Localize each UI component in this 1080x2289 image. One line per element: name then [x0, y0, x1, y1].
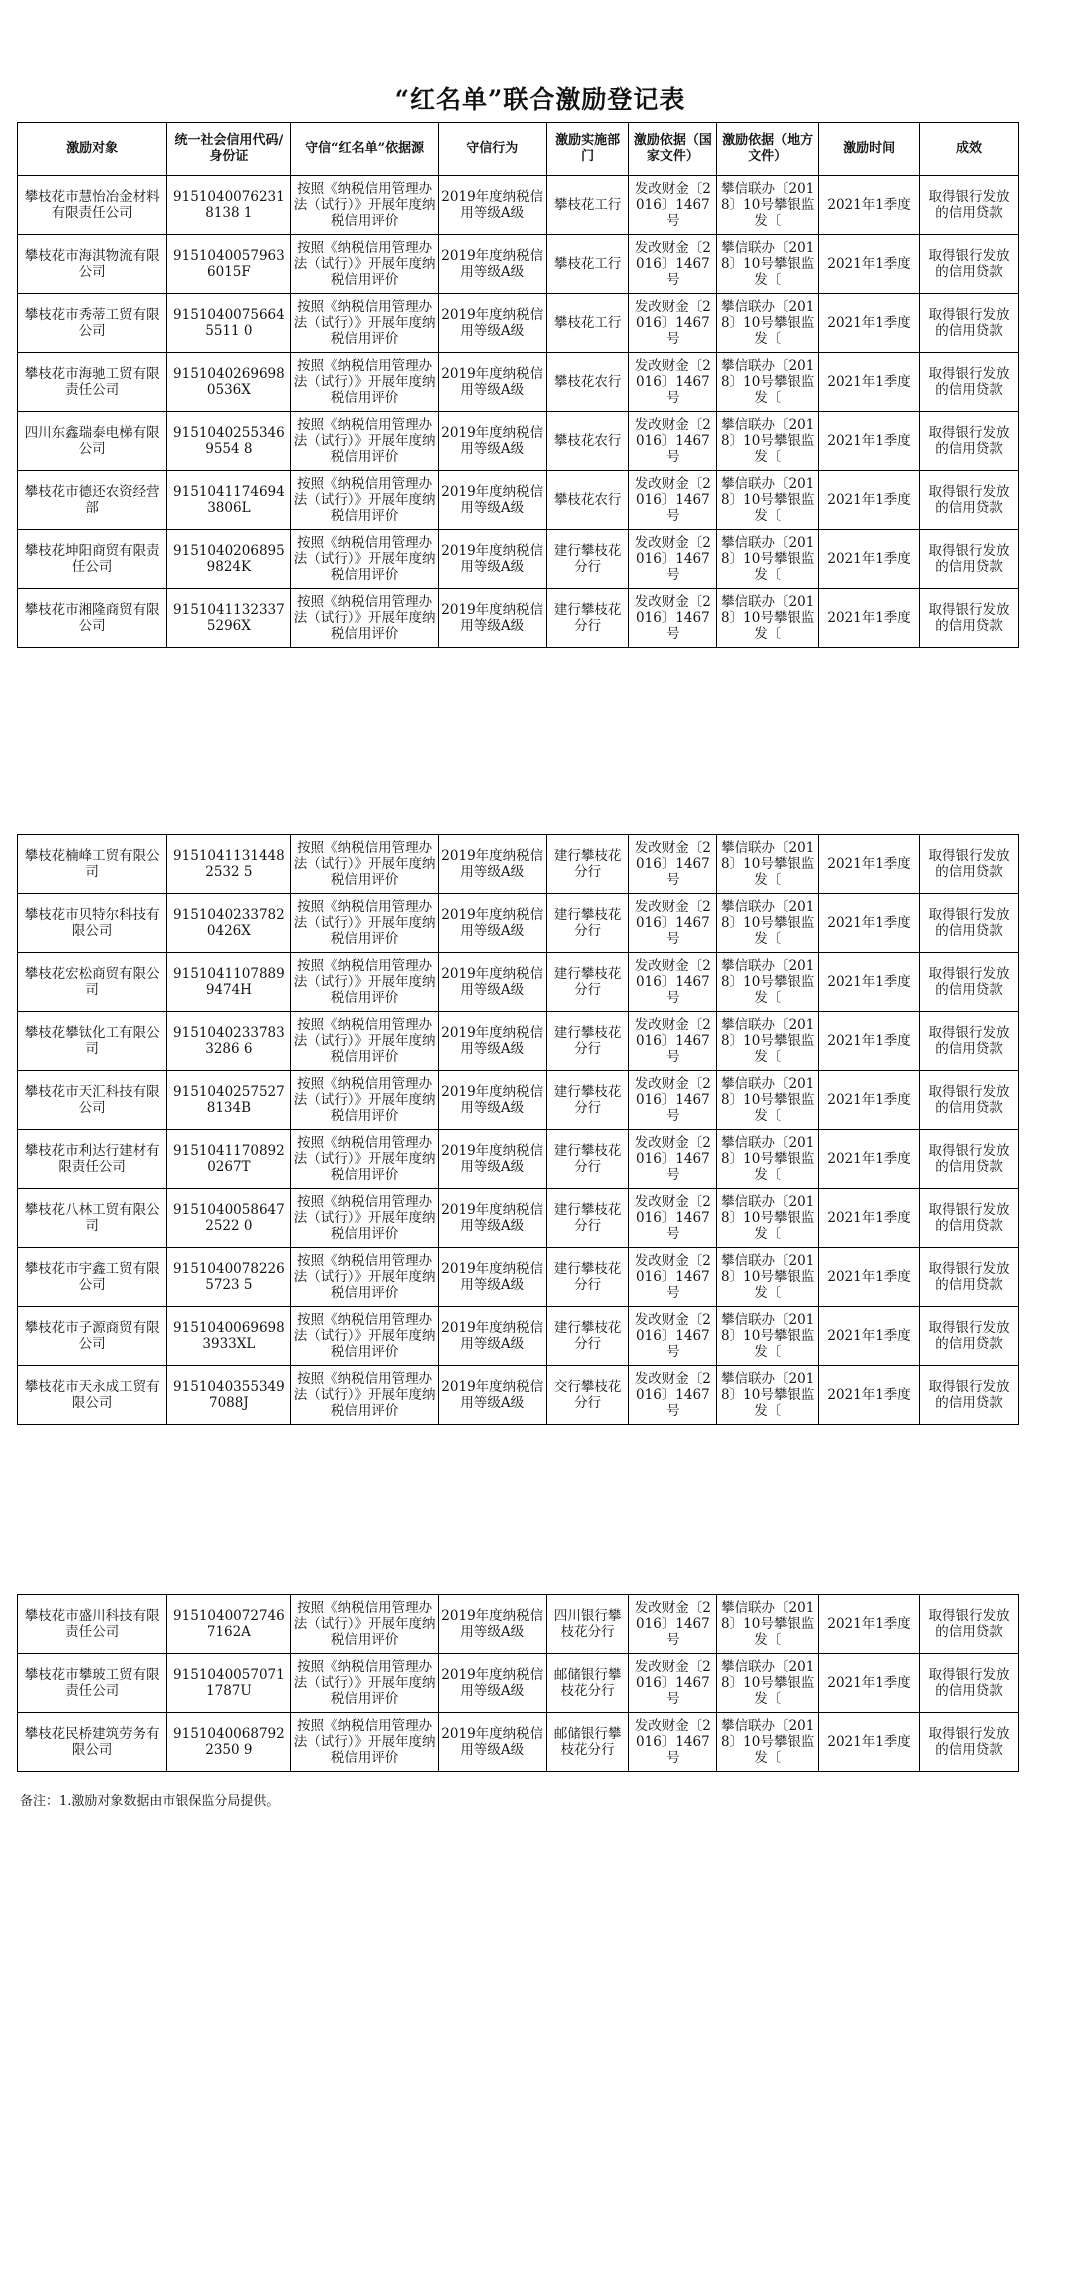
- cell-target-name: 攀枝花市海驰工贸有限责任公司: [18, 353, 167, 412]
- cell-behavior: 2019年度纳税信用等级A级: [438, 235, 546, 294]
- cell-basis: 按照《纳税信用管理办法（试行）》开展年度纳税信用评价: [291, 1248, 438, 1307]
- cell-credit-code: 91510402575278134B: [167, 1071, 291, 1130]
- cell-credit-code: 91510402068959824K: [167, 530, 291, 589]
- cell-credit-code: 91510411708920267T: [167, 1130, 291, 1189]
- cell-target-name: 攀枝花市利达行建材有限责任公司: [18, 1130, 167, 1189]
- cell-behavior: 2019年度纳税信用等级A级: [438, 1189, 546, 1248]
- cell-basis: 按照《纳税信用管理办法（试行）》开展年度纳税信用评价: [291, 1366, 438, 1425]
- cell-target-name: 攀枝花市天汇科技有限公司: [18, 1071, 167, 1130]
- cell-target-name: 四川东鑫瑞泰电梯有限公司: [18, 412, 167, 471]
- cell-time: 2021年1季度: [819, 589, 920, 648]
- cell-basis: 按照《纳税信用管理办法（试行）》开展年度纳税信用评价: [291, 1071, 438, 1130]
- cell-national-basis: 发改财金〔2016〕1467号: [629, 176, 717, 235]
- cell-credit-code: 91510411078899474H: [167, 953, 291, 1012]
- cell-national-basis: 发改财金〔2016〕1467号: [629, 1307, 717, 1366]
- cell-time: 2021年1季度: [819, 953, 920, 1012]
- table-row: [18, 589, 1019, 648]
- cell-national-basis: 发改财金〔2016〕1467号: [629, 471, 717, 530]
- cell-basis: 按照《纳税信用管理办法（试行）》开展年度纳税信用评价: [291, 1189, 438, 1248]
- cell-local-basis: 攀信联办〔2018〕10号攀银监发〔: [717, 1595, 819, 1654]
- header-trust-behavior: 守信行为: [438, 123, 546, 176]
- cell-time: 2021年1季度: [819, 1248, 920, 1307]
- cell-result: 取得银行发放的信用贷款: [920, 353, 1019, 412]
- cell-local-basis: 攀信联办〔2018〕10号攀银监发〔: [717, 1189, 819, 1248]
- cell-credit-code: 91510400687922350 9: [167, 1713, 291, 1772]
- table-row: [18, 1307, 1019, 1366]
- cell-local-basis: 攀信联办〔2018〕10号攀银监发〔: [717, 589, 819, 648]
- cell-national-basis: 发改财金〔2016〕1467号: [629, 589, 717, 648]
- cell-national-basis: 发改财金〔2016〕1467号: [629, 235, 717, 294]
- cell-local-basis: 攀信联办〔2018〕10号攀银监发〔: [717, 1307, 819, 1366]
- cell-behavior: 2019年度纳税信用等级A级: [438, 1071, 546, 1130]
- cell-behavior: 2019年度纳税信用等级A级: [438, 589, 546, 648]
- cell-behavior: 2019年度纳税信用等级A级: [438, 1595, 546, 1654]
- table-row: [18, 1071, 1019, 1130]
- cell-local-basis: 攀信联办〔2018〕10号攀银监发〔: [717, 1012, 819, 1071]
- cell-time: 2021年1季度: [819, 1189, 920, 1248]
- cell-behavior: 2019年度纳税信用等级A级: [438, 530, 546, 589]
- cell-behavior: 2019年度纳税信用等级A级: [438, 412, 546, 471]
- footnote: 备注：1.激励对象数据由市银保监分局提供。: [20, 1794, 280, 1809]
- cell-basis: 按照《纳税信用管理办法（试行）》开展年度纳税信用评价: [291, 835, 438, 894]
- cell-dept: 建行攀枝花分行: [546, 1189, 629, 1248]
- cell-time: 2021年1季度: [819, 1713, 920, 1772]
- cell-behavior: 2019年度纳税信用等级A级: [438, 835, 546, 894]
- table-row: [18, 1654, 1019, 1713]
- table-row: [18, 894, 1019, 953]
- cell-target-name: 攀枝花市慧怡冶金材料有限责任公司: [18, 176, 167, 235]
- cell-credit-code: 91510402337833286 6: [167, 1012, 291, 1071]
- cell-target-name: 攀枝花市子源商贸有限公司: [18, 1307, 167, 1366]
- cell-time: 2021年1季度: [819, 176, 920, 235]
- cell-result: 取得银行发放的信用贷款: [920, 894, 1019, 953]
- cell-dept: 建行攀枝花分行: [546, 953, 629, 1012]
- cell-dept: 攀枝花农行: [546, 412, 629, 471]
- cell-time: 2021年1季度: [819, 353, 920, 412]
- cell-dept: 交行攀枝花分行: [546, 1366, 629, 1425]
- cell-credit-code: 91510411323375296X: [167, 589, 291, 648]
- cell-behavior: 2019年度纳税信用等级A级: [438, 471, 546, 530]
- cell-dept: 建行攀枝花分行: [546, 894, 629, 953]
- cell-dept: 建行攀枝花分行: [546, 1248, 629, 1307]
- cell-result: 取得银行发放的信用贷款: [920, 953, 1019, 1012]
- cell-credit-code: 91510402553469554 8: [167, 412, 291, 471]
- table-header-row: [18, 123, 1019, 176]
- page-title: “红名单”联合激励登记表: [394, 85, 686, 114]
- cell-behavior: 2019年度纳税信用等级A级: [438, 1654, 546, 1713]
- cell-national-basis: 发改财金〔2016〕1467号: [629, 1130, 717, 1189]
- cell-result: 取得银行发放的信用贷款: [920, 1366, 1019, 1425]
- table-row: [18, 953, 1019, 1012]
- cell-basis: 按照《纳税信用管理办法（试行）》开展年度纳税信用评价: [291, 953, 438, 1012]
- cell-target-name: 攀枝花攀钛化工有限公司: [18, 1012, 167, 1071]
- cell-target-name: 攀枝花楠峰工贸有限公司: [18, 835, 167, 894]
- cell-dept: 建行攀枝花分行: [546, 1307, 629, 1366]
- cell-result: 取得银行发放的信用贷款: [920, 1189, 1019, 1248]
- cell-dept: 建行攀枝花分行: [546, 835, 629, 894]
- cell-basis: 按照《纳税信用管理办法（试行）》开展年度纳税信用评价: [291, 530, 438, 589]
- cell-basis: 按照《纳税信用管理办法（试行）》开展年度纳税信用评价: [291, 589, 438, 648]
- table-row: [18, 530, 1019, 589]
- cell-dept: 建行攀枝花分行: [546, 530, 629, 589]
- table-row: [18, 471, 1019, 530]
- cell-dept: 攀枝花农行: [546, 471, 629, 530]
- cell-behavior: 2019年度纳税信用等级A级: [438, 1248, 546, 1307]
- cell-basis: 按照《纳税信用管理办法（试行）》开展年度纳税信用评价: [291, 471, 438, 530]
- table-row: [18, 1366, 1019, 1425]
- cell-dept: 攀枝花工行: [546, 176, 629, 235]
- cell-behavior: 2019年度纳税信用等级A级: [438, 1012, 546, 1071]
- cell-time: 2021年1季度: [819, 471, 920, 530]
- cell-target-name: 攀枝花八林工贸有限公司: [18, 1189, 167, 1248]
- cell-dept: 建行攀枝花分行: [546, 1071, 629, 1130]
- cell-national-basis: 发改财金〔2016〕1467号: [629, 530, 717, 589]
- cell-credit-code: 91510400579636015F: [167, 235, 291, 294]
- cell-dept: 攀枝花工行: [546, 294, 629, 353]
- cell-local-basis: 攀信联办〔2018〕10号攀银监发〔: [717, 1130, 819, 1189]
- cell-local-basis: 攀信联办〔2018〕10号攀银监发〔: [717, 1248, 819, 1307]
- cell-credit-code: 91510400570711787U: [167, 1654, 291, 1713]
- cell-national-basis: 发改财金〔2016〕1467号: [629, 1012, 717, 1071]
- cell-target-name: 攀枝花市德还农资经营部: [18, 471, 167, 530]
- table-row: [18, 235, 1019, 294]
- table-row: [18, 176, 1019, 235]
- cell-credit-code: 91510400727467162A: [167, 1595, 291, 1654]
- cell-behavior: 2019年度纳税信用等级A级: [438, 1307, 546, 1366]
- cell-result: 取得银行发放的信用贷款: [920, 589, 1019, 648]
- cell-local-basis: 攀信联办〔2018〕10号攀银监发〔: [717, 412, 819, 471]
- cell-result: 取得银行发放的信用贷款: [920, 176, 1019, 235]
- cell-time: 2021年1季度: [819, 1654, 920, 1713]
- cell-credit-code: 91510400762318138 1: [167, 176, 291, 235]
- cell-behavior: 2019年度纳税信用等级A级: [438, 176, 546, 235]
- cell-behavior: 2019年度纳税信用等级A级: [438, 1130, 546, 1189]
- cell-result: 取得银行发放的信用贷款: [920, 1130, 1019, 1189]
- cell-local-basis: 攀信联办〔2018〕10号攀银监发〔: [717, 1713, 819, 1772]
- cell-result: 取得银行发放的信用贷款: [920, 530, 1019, 589]
- cell-credit-code: 91510402696980536X: [167, 353, 291, 412]
- cell-behavior: 2019年度纳税信用等级A级: [438, 1713, 546, 1772]
- header-local-basis: 激励依据（地方文件）: [717, 123, 819, 176]
- cell-result: 取得银行发放的信用贷款: [920, 235, 1019, 294]
- cell-result: 取得银行发放的信用贷款: [920, 1012, 1019, 1071]
- table-row: [18, 1248, 1019, 1307]
- cell-target-name: 攀枝花市天永成工贸有限公司: [18, 1366, 167, 1425]
- cell-national-basis: 发改财金〔2016〕1467号: [629, 1071, 717, 1130]
- cell-result: 取得银行发放的信用贷款: [920, 1654, 1019, 1713]
- cell-basis: 按照《纳税信用管理办法（试行）》开展年度纳税信用评价: [291, 235, 438, 294]
- cell-behavior: 2019年度纳税信用等级A级: [438, 353, 546, 412]
- table-row: [18, 1595, 1019, 1654]
- cell-credit-code: 91510400756645511 0: [167, 294, 291, 353]
- cell-national-basis: 发改财金〔2016〕1467号: [629, 1595, 717, 1654]
- cell-basis: 按照《纳税信用管理办法（试行）》开展年度纳税信用评价: [291, 294, 438, 353]
- cell-target-name: 攀枝花市攀玻工贸有限责任公司: [18, 1654, 167, 1713]
- cell-result: 取得银行发放的信用贷款: [920, 412, 1019, 471]
- cell-national-basis: 发改财金〔2016〕1467号: [629, 1713, 717, 1772]
- cell-national-basis: 发改财金〔2016〕1467号: [629, 353, 717, 412]
- cell-result: 取得银行发放的信用贷款: [920, 1307, 1019, 1366]
- cell-dept: 攀枝花工行: [546, 235, 629, 294]
- cell-national-basis: 发改财金〔2016〕1467号: [629, 1248, 717, 1307]
- cell-basis: 按照《纳税信用管理办法（试行）》开展年度纳税信用评价: [291, 1654, 438, 1713]
- table-row: [18, 353, 1019, 412]
- header-credit-code: 统一社会信用代码/身份证: [167, 123, 291, 176]
- cell-national-basis: 发改财金〔2016〕1467号: [629, 894, 717, 953]
- cell-time: 2021年1季度: [819, 835, 920, 894]
- cell-basis: 按照《纳税信用管理办法（试行）》开展年度纳税信用评价: [291, 1713, 438, 1772]
- cell-credit-code: 91510411314482532 5: [167, 835, 291, 894]
- cell-target-name: 攀枝花坤阳商贸有限责任公司: [18, 530, 167, 589]
- cell-local-basis: 攀信联办〔2018〕10号攀银监发〔: [717, 471, 819, 530]
- cell-local-basis: 攀信联办〔2018〕10号攀银监发〔: [717, 894, 819, 953]
- cell-basis: 按照《纳税信用管理办法（试行）》开展年度纳税信用评价: [291, 353, 438, 412]
- cell-national-basis: 发改财金〔2016〕1467号: [629, 412, 717, 471]
- cell-dept: 邮储银行攀枝花分行: [546, 1654, 629, 1713]
- cell-target-name: 攀枝花市秀蒂工贸有限公司: [18, 294, 167, 353]
- cell-target-name: 攀枝花宏松商贸有限公司: [18, 953, 167, 1012]
- cell-national-basis: 发改财金〔2016〕1467号: [629, 294, 717, 353]
- cell-time: 2021年1季度: [819, 294, 920, 353]
- cell-behavior: 2019年度纳税信用等级A级: [438, 894, 546, 953]
- cell-dept: 建行攀枝花分行: [546, 1130, 629, 1189]
- cell-behavior: 2019年度纳税信用等级A级: [438, 1366, 546, 1425]
- cell-behavior: 2019年度纳税信用等级A级: [438, 294, 546, 353]
- cell-local-basis: 攀信联办〔2018〕10号攀银监发〔: [717, 1071, 819, 1130]
- cell-local-basis: 攀信联办〔2018〕10号攀银监发〔: [717, 1654, 819, 1713]
- cell-national-basis: 发改财金〔2016〕1467号: [629, 1189, 717, 1248]
- cell-result: 取得银行发放的信用贷款: [920, 294, 1019, 353]
- cell-local-basis: 攀信联办〔2018〕10号攀银监发〔: [717, 835, 819, 894]
- cell-time: 2021年1季度: [819, 412, 920, 471]
- header-red-list-basis: 守信“红名单”依据源: [291, 123, 438, 176]
- cell-basis: 按照《纳税信用管理办法（试行）》开展年度纳税信用评价: [291, 412, 438, 471]
- cell-time: 2021年1季度: [819, 235, 920, 294]
- cell-time: 2021年1季度: [819, 1366, 920, 1425]
- cell-credit-code: 91510402337820426X: [167, 894, 291, 953]
- table-row: [18, 1130, 1019, 1189]
- cell-local-basis: 攀信联办〔2018〕10号攀银监发〔: [717, 176, 819, 235]
- cell-result: 取得银行发放的信用贷款: [920, 1595, 1019, 1654]
- cell-local-basis: 攀信联办〔2018〕10号攀银监发〔: [717, 530, 819, 589]
- cell-basis: 按照《纳税信用管理办法（试行）》开展年度纳税信用评价: [291, 1595, 438, 1654]
- cell-behavior: 2019年度纳税信用等级A级: [438, 953, 546, 1012]
- cell-result: 取得银行发放的信用贷款: [920, 1248, 1019, 1307]
- cell-national-basis: 发改财金〔2016〕1467号: [629, 1366, 717, 1425]
- cell-time: 2021年1季度: [819, 1130, 920, 1189]
- cell-target-name: 攀枝花市宇鑫工贸有限公司: [18, 1248, 167, 1307]
- header-national-basis: 激励依据（国家文件）: [629, 123, 717, 176]
- cell-target-name: 攀枝花市湘隆商贸有限公司: [18, 589, 167, 648]
- cell-credit-code: 91510403553497088J: [167, 1366, 291, 1425]
- cell-time: 2021年1季度: [819, 1595, 920, 1654]
- header-result: 成效: [920, 123, 1019, 176]
- table-row: [18, 412, 1019, 471]
- cell-result: 取得银行发放的信用贷款: [920, 1713, 1019, 1772]
- cell-dept: 四川银行攀枝花分行: [546, 1595, 629, 1654]
- cell-target-name: 攀枝花市盛川科技有限责任公司: [18, 1595, 167, 1654]
- cell-credit-code: 91510400586472522 0: [167, 1189, 291, 1248]
- cell-local-basis: 攀信联办〔2018〕10号攀银监发〔: [717, 1366, 819, 1425]
- register-table-part-2: [17, 834, 1019, 1425]
- header-incentive-time: 激励时间: [819, 123, 920, 176]
- cell-result: 取得银行发放的信用贷款: [920, 471, 1019, 530]
- cell-basis: 按照《纳税信用管理办法（试行）》开展年度纳税信用评价: [291, 1012, 438, 1071]
- cell-dept: 攀枝花农行: [546, 353, 629, 412]
- cell-basis: 按照《纳税信用管理办法（试行）》开展年度纳税信用评价: [291, 894, 438, 953]
- cell-dept: 邮储银行攀枝花分行: [546, 1713, 629, 1772]
- cell-result: 取得银行发放的信用贷款: [920, 1071, 1019, 1130]
- cell-time: 2021年1季度: [819, 1307, 920, 1366]
- cell-local-basis: 攀信联办〔2018〕10号攀银监发〔: [717, 953, 819, 1012]
- cell-credit-code: 91510411746943806L: [167, 471, 291, 530]
- cell-national-basis: 发改财金〔2016〕1467号: [629, 953, 717, 1012]
- cell-credit-code: 91510400782265723 5: [167, 1248, 291, 1307]
- cell-basis: 按照《纳税信用管理办法（试行）》开展年度纳税信用评价: [291, 1130, 438, 1189]
- cell-national-basis: 发改财金〔2016〕1467号: [629, 835, 717, 894]
- cell-time: 2021年1季度: [819, 530, 920, 589]
- cell-local-basis: 攀信联办〔2018〕10号攀银监发〔: [717, 235, 819, 294]
- cell-time: 2021年1季度: [819, 894, 920, 953]
- cell-basis: 按照《纳税信用管理办法（试行）》开展年度纳税信用评价: [291, 1307, 438, 1366]
- cell-dept: 建行攀枝花分行: [546, 589, 629, 648]
- cell-target-name: 攀枝花市贝特尔科技有限公司: [18, 894, 167, 953]
- cell-national-basis: 发改财金〔2016〕1467号: [629, 1654, 717, 1713]
- header-incentive-target: 激励对象: [18, 123, 167, 176]
- cell-time: 2021年1季度: [819, 1071, 920, 1130]
- table-row: [18, 1713, 1019, 1772]
- cell-time: 2021年1季度: [819, 1012, 920, 1071]
- register-table-part-3: [17, 1594, 1019, 1772]
- cell-target-name: 攀枝花市海淇物流有限公司: [18, 235, 167, 294]
- table-row: [18, 1189, 1019, 1248]
- header-implementing-dept: 激励实施部门: [546, 123, 629, 176]
- cell-local-basis: 攀信联办〔2018〕10号攀银监发〔: [717, 294, 819, 353]
- table-row: [18, 294, 1019, 353]
- cell-credit-code: 91510400696983933XL: [167, 1307, 291, 1366]
- cell-basis: 按照《纳税信用管理办法（试行）》开展年度纳税信用评价: [291, 176, 438, 235]
- register-table-part-1: [17, 122, 1019, 648]
- table-row: [18, 835, 1019, 894]
- table-row: [18, 1012, 1019, 1071]
- cell-result: 取得银行发放的信用贷款: [920, 835, 1019, 894]
- cell-dept: 建行攀枝花分行: [546, 1012, 629, 1071]
- cell-target-name: 攀枝花民桥建筑劳务有限公司: [18, 1713, 167, 1772]
- cell-local-basis: 攀信联办〔2018〕10号攀银监发〔: [717, 353, 819, 412]
